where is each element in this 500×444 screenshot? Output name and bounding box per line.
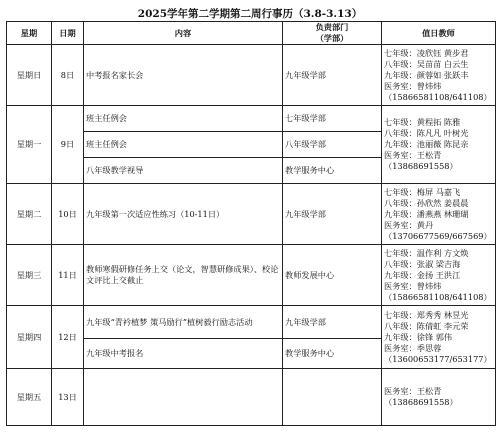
teacher-line: 七年级：郑秀秀 林昱光 [384,309,469,320]
weekday-cell: 星期日 [7,45,52,106]
content-cell: 九年级第一次适应性练习（10-11日） [84,184,283,245]
dept-cell: 九年级学部 [283,306,382,339]
teacher-line: 医务室：曾炜炜 [384,80,442,91]
teacher-line: （13706677569/667569） [384,230,492,241]
teacher-cell [382,184,496,245]
teacher-line: （13868691558） [384,397,458,407]
weekday-cell: 星期四 [7,306,52,369]
teacher-line: 七年级：黄程拓 陈雅 [384,117,461,127]
teacher-line: 八年级：吴苗苗 白云生 [384,58,469,69]
teacher-line: 八年级：孙欣然 姜晨晨 [384,197,469,208]
teacher-cell [382,369,496,426]
teacher-line: （13868691558） [384,161,458,171]
weekday-cell: 星期三 [7,245,52,306]
table-row [7,369,496,426]
teacher-line: 九年级：潘燕燕 林珊瑚 [384,208,469,219]
dept-cell: 八年级学部 [283,132,382,158]
content-cell: 九年级中考报名 [84,339,283,369]
table-row [7,45,496,106]
header-row [7,22,496,45]
header-weekday: 星期 [7,22,52,45]
teacher-line: 医务室：季思蓉 [384,342,442,353]
content-cell: 教师寒假研修任务上交（论文，智慧研修成果）、校论文评比上交截止 [84,245,283,306]
teacher-line: 医务室：黄丹 [384,219,434,230]
dept-cell: 九年级学部 [283,45,382,106]
teacher-line: 九年级：颜蓉如 张跃丰 [384,69,469,80]
teacher-line: 八年级：陈凡凡 叶树光 [384,128,469,138]
content-cell: 八年级教学视导 [84,158,283,184]
teacher-line: 七年级：温作利 方文焕 [384,247,469,258]
date-cell: 8日 [52,45,84,106]
content-cell: 班主任例会 [84,132,283,158]
table-row [7,306,496,339]
content-cell: 班主任例会 [84,106,283,132]
weekday-cell: 星期五 [7,369,52,426]
table-row [7,245,496,306]
content-cell [84,369,283,426]
teacher-line: （15866581108/641108） [384,291,492,302]
teacher-cell [382,306,496,369]
weekday-cell: 星期一 [7,106,52,184]
header-date: 日期 [52,22,84,45]
content-cell: 九年级“青衿植梦 策马励行”植树毅行励志活动 [84,306,283,339]
content-cell: 中考报名家长会 [84,45,283,106]
date-cell: 11日 [52,245,84,306]
teacher-cell [382,106,496,184]
header-dept-line1: 负责部门 [315,22,349,32]
schedule-table [6,21,496,426]
weekday-cell: 星期二 [7,184,52,245]
header-dept-line2: （学部） [315,33,349,43]
table-row [7,184,496,245]
page-title: 2025学年第二学期第二周行事历（3.8-3.13） [137,8,363,20]
date-cell: 9日 [52,106,84,184]
teacher-line: 八年级：张淑 梁吉海 [384,258,461,269]
teacher-line: 九年级：金扬 王洪江 [384,269,461,280]
teacher-line: 医务室：王松青 [384,150,442,160]
teacher-line: 九年级：池丽薇 陈昆亲 [384,139,469,149]
table-row [7,106,496,132]
header-dept [283,22,382,45]
date-cell: 10日 [52,184,84,245]
teacher-line: 七年级：梅屏 马嘉飞 [384,186,461,197]
teacher-line: 医务室：王松青 [384,386,442,396]
header-content: 内容 [84,22,283,45]
teacher-cell [382,245,496,306]
date-cell: 13日 [52,369,84,426]
teacher-line: 八年级：陈倩虹 李元荣 [384,320,469,331]
teacher-line: （13600653177/653177） [384,353,492,364]
date-cell: 12日 [52,306,84,369]
teacher-line: 九年级：徐锋 郭伟 [384,331,453,342]
teacher-line: （15866581108/641108） [384,91,492,102]
dept-cell: 教师发展中心 [283,245,382,306]
teacher-line: 医务室：曾炜炜 [384,280,442,291]
teacher-line: 七年级：凌欣钰 黄步君 [384,47,469,58]
dept-cell: 教学服务中心 [283,339,382,369]
dept-cell [283,369,382,426]
dept-cell: 九年级学部 [283,184,382,245]
dept-cell: 七年级学部 [283,106,382,132]
teacher-cell [382,45,496,106]
header-teacher: 值日教师 [382,22,496,45]
dept-cell: 教学服务中心 [283,158,382,184]
